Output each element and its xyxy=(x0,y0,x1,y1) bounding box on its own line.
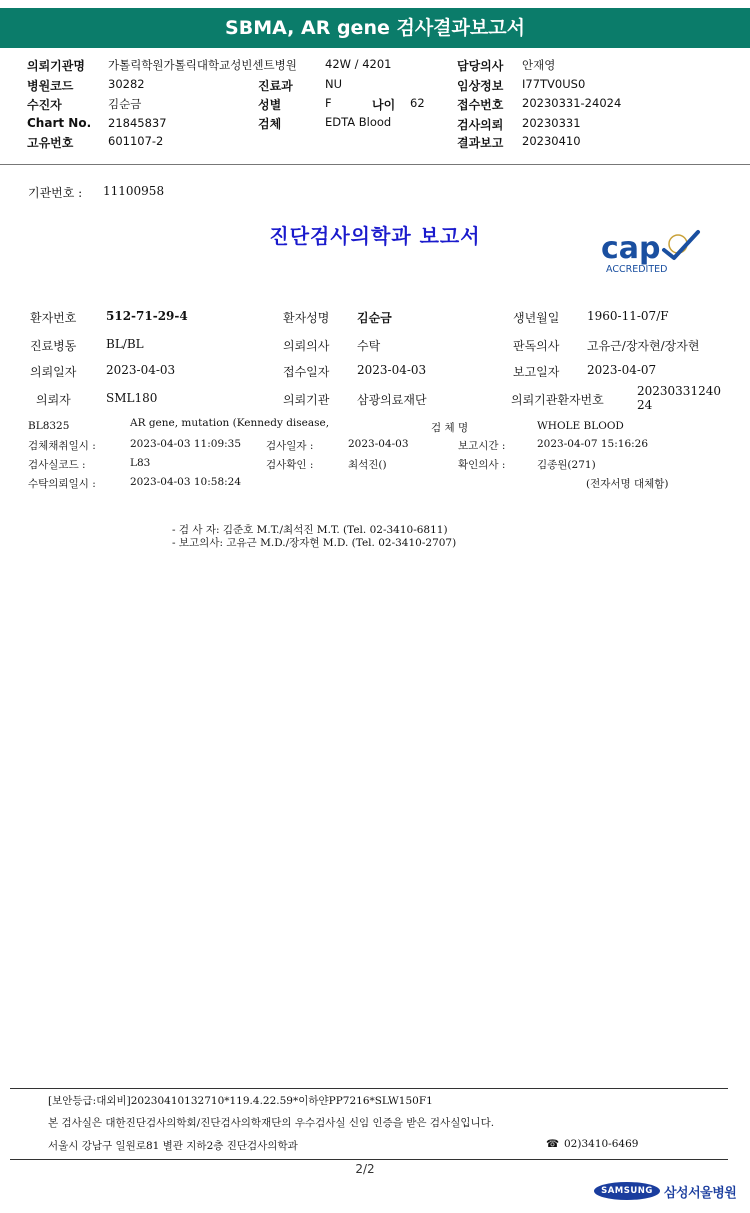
certification-notice: 본 검사실은 대한진단검사의학회/진단검사의학재단의 우수검사실 신임 인증을 받은 검사실입니다. xyxy=(48,1117,495,1129)
cap-accredited-logo xyxy=(598,228,708,278)
patient-number: 512-71-29-4 xyxy=(106,309,188,323)
header-value: 김순금 xyxy=(108,97,142,111)
header-value: NU xyxy=(325,77,343,91)
specimen-value: WHOLE BLOOD xyxy=(537,420,624,432)
header-label: 성별 xyxy=(258,98,282,112)
header-label: Chart No. xyxy=(27,116,92,130)
test-label: 검사실코드 : xyxy=(28,459,86,471)
header-value: 20230331 xyxy=(522,116,581,130)
test-value: 2023-04-03 xyxy=(348,438,409,450)
patient-value: 2023033124024 xyxy=(637,384,721,412)
patient-value: 2023-04-03 xyxy=(106,363,176,377)
header-label: 검체 xyxy=(258,117,282,131)
header-value: EDTA Blood xyxy=(325,115,392,129)
patient-label: 접수일자 xyxy=(283,365,330,379)
test-name: AR gene, mutation (Kennedy disease, xyxy=(130,417,330,429)
samsung-brand-mark: SAMSUNG xyxy=(594,1182,660,1200)
hospital-logo xyxy=(594,1180,736,1202)
header-label: 병원코드 xyxy=(27,79,74,93)
patient-value: 고유근/장자현/장자현 xyxy=(587,339,700,353)
report-title-bar: SBMA, AR gene 검사결과보고서 xyxy=(0,8,750,48)
patient-label: 의뢰일자 xyxy=(30,365,77,379)
header-label: 결과보고 xyxy=(457,136,504,150)
patient-value: 2023-04-07 xyxy=(587,363,657,377)
phone-icon: ☎ xyxy=(546,1138,560,1150)
header-label: 담당의사 xyxy=(457,59,504,73)
page-number: 2/2 xyxy=(355,1162,375,1176)
patient-name: 김순금 xyxy=(357,311,392,325)
header-label: 수진자 xyxy=(27,98,62,112)
hospital-name: 삼성서울병원 xyxy=(664,1186,737,1201)
header-label: 접수번호 xyxy=(457,98,504,112)
header-value: F xyxy=(325,96,332,110)
header-value: 30282 xyxy=(108,77,145,91)
patient-label: 환자번호 xyxy=(30,311,77,325)
test-value: 2023-04-03 11:09:35 xyxy=(130,438,242,450)
patient-label: 의뢰기관환자번호 xyxy=(511,393,604,407)
patient-label: 보고일자 xyxy=(513,365,560,379)
patient-label: 진료병동 xyxy=(30,339,77,353)
test-label: 확인의사 : xyxy=(458,459,506,471)
header-label: 진료과 xyxy=(258,79,293,93)
header-label: 임상정보 xyxy=(457,79,504,93)
patient-value: BL/BL xyxy=(106,337,144,351)
patient-label: 생년월일 xyxy=(513,311,560,325)
test-value: 김종원(271) xyxy=(537,459,596,471)
patient-birthdate: 1960-11-07/F xyxy=(587,309,669,323)
test-value: 최석진() xyxy=(348,459,387,471)
header-label: 고유번호 xyxy=(27,136,74,150)
specimen-label: 검 체 명 xyxy=(431,422,469,434)
patient-label: 판독의사 xyxy=(513,339,560,353)
lab-address: 서울시 강남구 일원로81 별관 지하2층 진단검사의학과 xyxy=(48,1140,298,1152)
header-value: 42W / 4201 xyxy=(325,57,392,71)
patient-label: 의뢰기관 xyxy=(283,393,330,407)
header-value: I77TV0US0 xyxy=(522,77,586,91)
patient-value: 2023-04-03 xyxy=(357,363,427,377)
cap-accredited-checkmark-icon xyxy=(598,228,708,278)
test-label: 보고시간 : xyxy=(458,440,506,452)
test-value: 2023-04-03 10:58:24 xyxy=(130,476,242,488)
test-value: 2023-04-07 15:16:26 xyxy=(537,438,649,450)
test-label: 검체채취일시 : xyxy=(28,440,96,452)
signature-note: (전자서명 대체함) xyxy=(586,478,669,490)
institution-label: 기관번호 : xyxy=(28,186,83,200)
test-label: 검사확인 : xyxy=(266,459,314,471)
header-divider xyxy=(0,164,750,165)
institution-number: 11100958 xyxy=(103,184,165,198)
cap-logo-subtext: ACCREDITED xyxy=(606,264,668,275)
patient-label: 의뢰자 xyxy=(36,393,71,407)
test-code: BL8325 xyxy=(28,420,70,432)
header-value: 20230331-24024 xyxy=(522,96,622,110)
header-value: 21845837 xyxy=(108,116,167,130)
header-value: 안재영 xyxy=(522,58,556,72)
patient-label: 환자성명 xyxy=(283,311,330,325)
cap-logo-text: cap xyxy=(601,231,661,266)
header-label: 검사의뢰 xyxy=(457,118,504,132)
patient-value: 수탁 xyxy=(357,339,381,353)
patient-value: 삼광의료재단 xyxy=(357,393,427,407)
patient-value: SML180 xyxy=(106,391,158,405)
test-label: 검사일자 : xyxy=(266,440,314,452)
header-label: 의뢰기관명 xyxy=(27,59,85,73)
header-value: 가톨릭학원가톨릭대학교성빈센트병원 xyxy=(108,58,297,72)
security-line: [보안등급:대외비]20230410132710*119.4.22.59*이하얀PP7216*SLW150F1 xyxy=(48,1095,433,1107)
footer-box xyxy=(10,1088,728,1160)
page-title: 진단검사의학과 보고서 xyxy=(269,224,481,248)
patient-label: 의뢰의사 xyxy=(283,339,330,353)
lab-phone: 02)3410-6469 xyxy=(564,1138,639,1150)
staff-line-reporter: - 보고의사: 고유근 M.D./장자현 M.D. (Tel. 02-3410-2707) xyxy=(172,537,457,549)
staff-line-tester: - 검 사 자: 김준호 M.T./최석진 M.T. (Tel. 02-3410-6811) xyxy=(172,524,448,536)
header-value: 62 xyxy=(410,96,425,110)
header-label: 나이 xyxy=(372,98,396,112)
header-value: 601107-2 xyxy=(108,134,164,148)
test-label: 수탁의뢰일시 : xyxy=(28,478,96,490)
test-value: L83 xyxy=(130,457,151,469)
header-value: 20230410 xyxy=(522,134,581,148)
